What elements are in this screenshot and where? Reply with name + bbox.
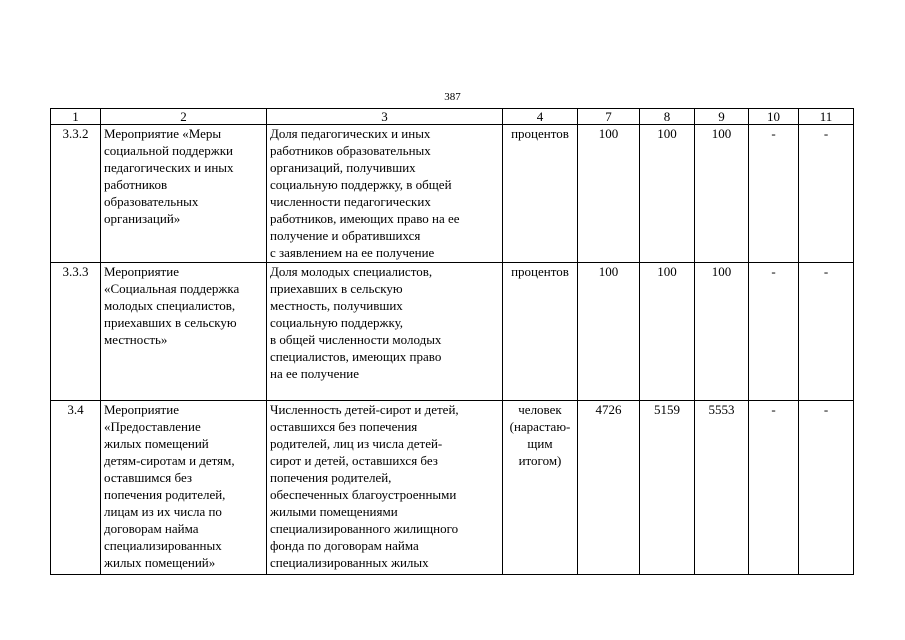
column-header: 7	[578, 109, 640, 125]
row-value-11: -	[799, 263, 854, 401]
column-header: 10	[749, 109, 799, 125]
indicators-table	[50, 108, 854, 575]
row-value-11: -	[799, 401, 854, 575]
row-value-9: 100	[695, 263, 749, 401]
row-value-9: 5553	[695, 401, 749, 575]
row-value-9: 100	[695, 125, 749, 263]
row-value-8: 100	[640, 125, 695, 263]
row-unit: процентов	[503, 125, 578, 263]
row-indicator: Численность детей-сирот и детей, оставшихся без попечения родителей, лиц из числа детей- сирот и детей, оставшихся без попечения родителей, обеспеченных благоустроенными жилыми помещениями специализированного жилищного фонда по договорам найма специализированных жилых	[267, 401, 503, 575]
table-row	[51, 125, 854, 263]
row-indicator: Доля педагогических и иных работников образовательных организаций, получивших социальную поддержку, в общей численности педагогических работников, имеющих право на ее получение и обратившихся с заявлением на ее получение	[267, 125, 503, 263]
row-code: 3.4	[51, 401, 101, 575]
column-header: 4	[503, 109, 578, 125]
row-indicator: Доля молодых специалистов, приехавших в сельскую местность, получивших социальную поддержку, в общей численности молодых специалистов, имеющих право на ее получение	[267, 263, 503, 401]
row-code: 3.3.2	[51, 125, 101, 263]
row-value-8: 100	[640, 263, 695, 401]
row-unit: человек (нарастаю- щим итогом)	[503, 401, 578, 575]
table-row	[51, 401, 854, 575]
row-code: 3.3.3	[51, 263, 101, 401]
page-number: 387	[444, 91, 461, 103]
column-header: 2	[101, 109, 267, 125]
column-header: 8	[640, 109, 695, 125]
row-value-10: -	[749, 401, 799, 575]
row-event: Мероприятие «Предоставление жилых помещений детям-сиротам и детям, оставшимся без попечения родителей, лицам из их числа по договорам найма специализированных жилых помещений»	[101, 401, 267, 575]
row-value-10: -	[749, 263, 799, 401]
table-row	[51, 263, 854, 401]
row-value-10: -	[749, 125, 799, 263]
row-value-11: -	[799, 125, 854, 263]
column-header: 11	[799, 109, 854, 125]
column-header: 3	[267, 109, 503, 125]
row-event: Мероприятие «Социальная поддержка молодых специалистов, приехавших в сельскую местность»	[101, 263, 267, 401]
header-row	[51, 109, 854, 125]
row-value-8: 5159	[640, 401, 695, 575]
row-value-7: 100	[578, 125, 640, 263]
row-value-7: 4726	[578, 401, 640, 575]
row-unit: процентов	[503, 263, 578, 401]
row-value-7: 100	[578, 263, 640, 401]
row-event: Мероприятие «Меры социальной поддержки педагогических и иных работников образовательных организаций»	[101, 125, 267, 263]
column-header: 1	[51, 109, 101, 125]
column-header: 9	[695, 109, 749, 125]
